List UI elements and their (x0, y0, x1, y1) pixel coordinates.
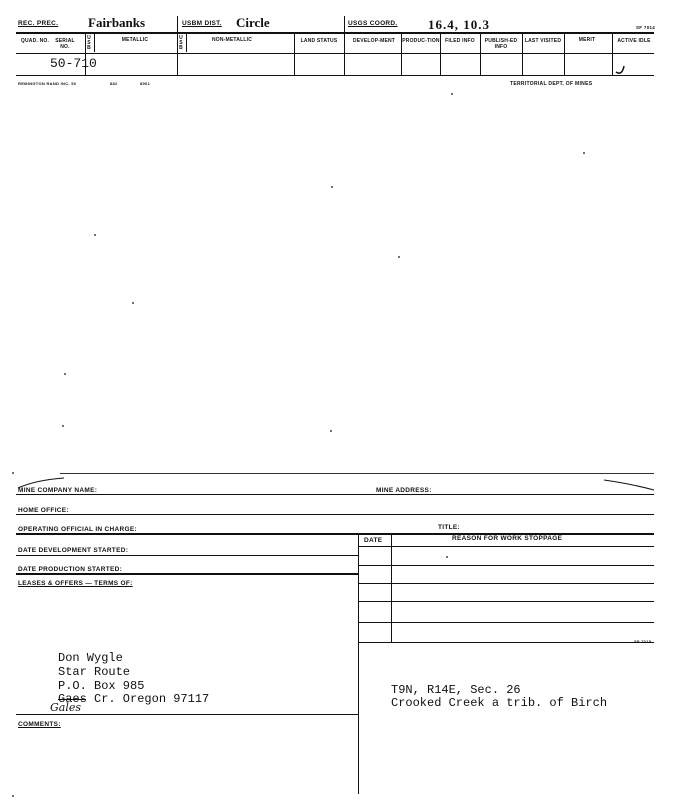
col-last-visited: LAST VISITED (524, 38, 562, 44)
strikethrough (58, 699, 86, 700)
col-production: PRODUC-TION (402, 38, 440, 44)
usgm-dist-label: USBM DIST. (182, 20, 222, 27)
check-mark-icon (612, 62, 632, 76)
reason-column-header: REASON FOR WORK STOPPAGE (452, 535, 563, 542)
comments-label: COMMENTS: (18, 721, 61, 728)
speck (132, 302, 134, 304)
speck (446, 556, 448, 558)
printer-credit: REMINGTON RAND INC. 50 (18, 81, 77, 86)
card-edge-curve (602, 478, 656, 492)
form-number-top: SF 7014 (636, 25, 656, 30)
handwritten-correction: Gales (50, 701, 82, 714)
speck (331, 186, 333, 188)
date-production-label: DATE PRODUCTION STARTED: (18, 566, 123, 573)
department-footer: TERRITORIAL DEPT. OF MINES (510, 81, 593, 87)
leases-label: LEASES & OFFERS — TERMS OF: (18, 580, 133, 587)
form-number-bottom: SF 7015 (634, 639, 652, 644)
col-metallic: METALLIC (121, 37, 149, 43)
title-label: TITLE: (438, 524, 461, 531)
usgs-coord-label: USGS COORD. (348, 20, 398, 27)
rec-prec-value: Fairbanks (88, 15, 146, 30)
mine-address-label: MINE ADDRESS: (376, 487, 432, 494)
col-published-info: PUBLISH-ED INFO (484, 38, 518, 50)
usgm-dist-value: Circle (236, 15, 270, 30)
col-usb-1: U S B (87, 35, 91, 51)
form-code-2: 8901 (140, 81, 151, 86)
col-non-metallic: NON-METALLIC (211, 37, 253, 43)
col-quad-no: QUAD. NO. (20, 38, 50, 44)
col-serial-no: SERIAL NO. (55, 38, 75, 50)
speck (12, 472, 14, 474)
speck (451, 93, 453, 95)
address-line-4: Gaes Cr. Oregon 97117 (58, 692, 210, 706)
col-merit: MERIT (578, 37, 596, 43)
address-line-2: Star Route (58, 665, 131, 679)
speck (12, 795, 14, 797)
speck (583, 152, 585, 154)
speck (62, 425, 64, 427)
speck (330, 430, 332, 432)
rec-prec-label: REC. PREC. (18, 20, 59, 27)
location-line-2: Crooked Creek a trib. of Birch (391, 696, 608, 710)
form-code-1: 882 (110, 81, 118, 86)
address-line-3: P.O. Box 985 (58, 679, 145, 693)
date-development-label: DATE DEVELOPMENT STARTED: (18, 547, 129, 554)
serial-value: 50-710 (50, 56, 97, 71)
col-usb-2: U S B (179, 35, 183, 51)
location-line-1: T9N, R14E, Sec. 26 (391, 683, 521, 697)
col-filed-info: FILED INFO (445, 38, 475, 44)
speck (398, 256, 400, 258)
home-office-label: HOME OFFICE: (18, 507, 69, 514)
mine-company-name-label: MINE COMPANY NAME: (18, 487, 98, 494)
col-active-idle: ACTIVE IDLE (617, 38, 651, 44)
date-column-header: DATE (364, 537, 383, 544)
operating-official-label: OPERATING OFFICIAL IN CHARGE: (18, 526, 137, 533)
col-development: DEVELOP-MENT (352, 38, 396, 44)
speck (64, 373, 66, 375)
usgs-coord-value: 16.4, 10.3 (428, 17, 490, 32)
col-land-status: LAND STATUS (300, 38, 338, 44)
address-line-1: Don Wygle (58, 651, 123, 665)
speck (94, 234, 96, 236)
